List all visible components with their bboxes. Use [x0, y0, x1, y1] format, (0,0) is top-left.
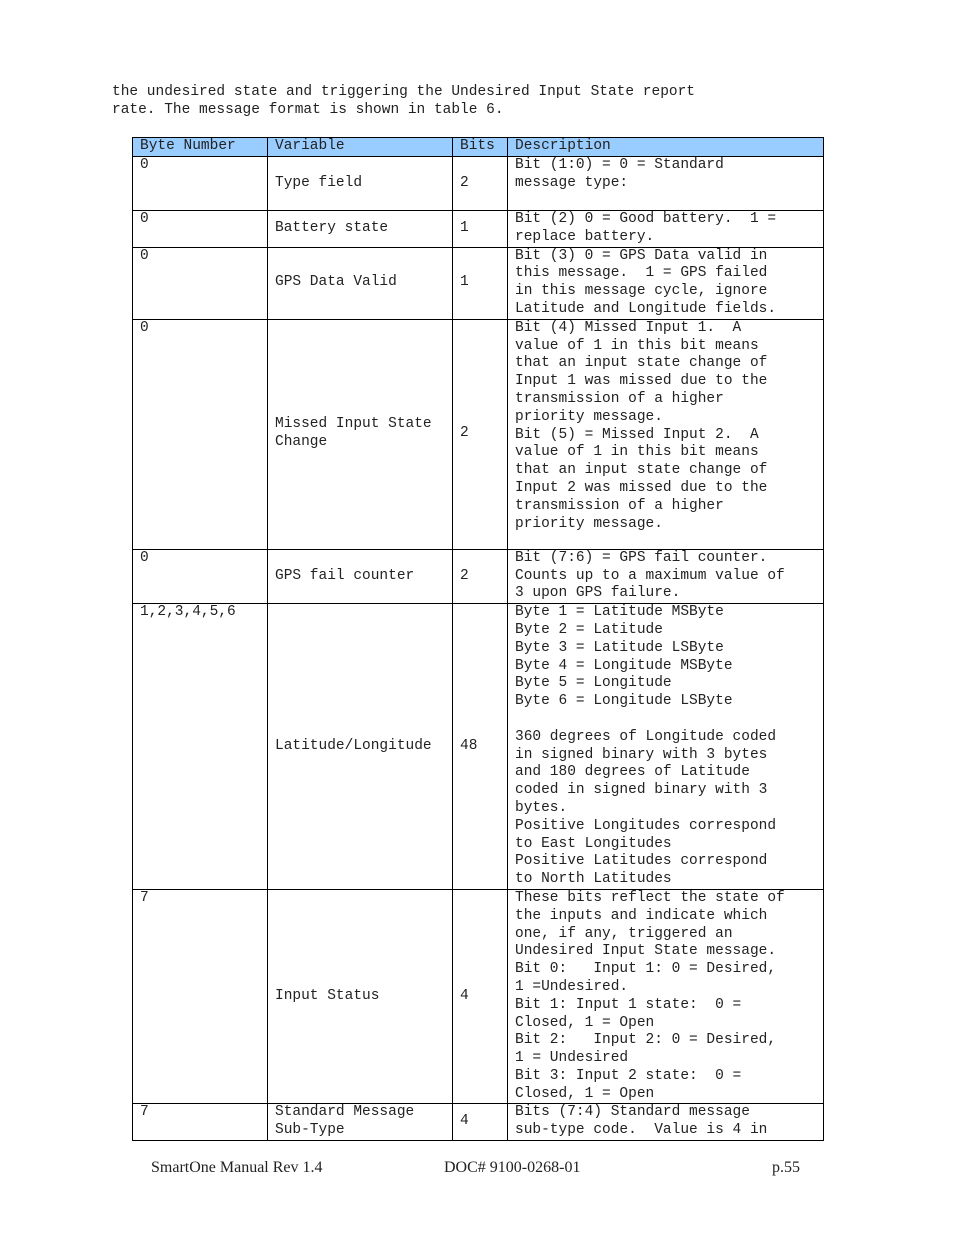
description-cell: Byte 1 = Latitude MSByte Byte 2 = Latitude Byte 3 = Latitude LSByte Byte 4 = Longitude MSByte Byte 5 = Longitude Byte 6 = Longitude LSByte 360 degrees of Longitude coded in signed binary with 3 bytes and 180 degrees of Latitude coded in signed binary with 3 bytes. Positive Longitudes correspond to East Longitudes Positive Latitudes correspond to North Latitudes — [508, 604, 824, 890]
variable-cell: Standard Message Sub-Type — [268, 1104, 453, 1141]
description-cell: Bits (7:4) Standard message sub-type code. Value is 4 in — [508, 1104, 824, 1141]
variable-cell: GPS Data Valid — [268, 247, 453, 319]
table-row — [133, 1104, 824, 1141]
bits-cell: 48 — [453, 604, 508, 890]
description-cell: These bits reflect the state of the inputs and indicate which one, if any, triggered an Undesired Input State message. Bit 0: Input 1: 0 = Desired, 1 =Undesired. Bit 1: Input 1 state: 0 = Closed, 1 = Open Bit 2: Input 2: 0 = Desired, 1 = Undesired Bit 3: Input 2 state: 0 = Closed, 1 = Open — [508, 889, 824, 1104]
byte-number-cell: 0 — [133, 157, 268, 211]
byte-number-cell: 7 — [133, 889, 268, 1104]
message-format-table — [132, 137, 824, 1141]
variable-cell: GPS fail counter — [268, 549, 453, 603]
byte-number-cell: 0 — [133, 319, 268, 549]
table-row — [133, 549, 824, 603]
description-cell: Bit (4) Missed Input 1. A value of 1 in this bit means that an input state change of Input 1 was missed due to the transmission of a higher priority message. Bit (5) = Missed Input 2. A value of 1 in this bit means that an input state change of Input 2 was missed due to the transmission of a higher priority message. — [508, 319, 824, 549]
table-header-row — [133, 138, 824, 157]
description-cell: Bit (2) 0 = Good battery. 1 = replace battery. — [508, 211, 824, 248]
table-row — [133, 247, 824, 319]
description-cell: Bit (3) 0 = GPS Data valid in this message. 1 = GPS failed in this message cycle, ignore Latitude and Longitude fields. — [508, 247, 824, 319]
bits-cell: 2 — [453, 157, 508, 211]
table-row — [133, 157, 824, 211]
byte-number-cell: 0 — [133, 549, 268, 603]
header-bits: Bits — [453, 138, 508, 157]
bits-cell: 1 — [453, 211, 508, 248]
bits-cell: 1 — [453, 247, 508, 319]
description-cell: Bit (1:0) = 0 = Standard message type: — [508, 157, 824, 211]
table-row — [133, 211, 824, 248]
bits-cell: 4 — [453, 1104, 508, 1141]
bits-cell: 4 — [453, 889, 508, 1104]
header-byte-number: Byte Number — [133, 138, 268, 157]
header-description: Description — [508, 138, 824, 157]
footer-page-number: p.55 — [772, 1159, 800, 1176]
table-row — [133, 319, 824, 549]
footer-manual-title: SmartOne Manual Rev 1.4 — [151, 1159, 323, 1176]
variable-cell: Battery state — [268, 211, 453, 248]
byte-number-cell: 0 — [133, 211, 268, 248]
variable-cell: Missed Input State Change — [268, 319, 453, 549]
intro-paragraph: the undesired state and triggering the Undesired Input State report rate. The message format is shown in table 6. — [112, 84, 695, 118]
byte-number-cell: 0 — [133, 247, 268, 319]
header-variable: Variable — [268, 138, 453, 157]
byte-number-cell: 1,2,3,4,5,6 — [133, 604, 268, 890]
description-cell: Bit (7:6) = GPS fail counter. Counts up to a maximum value of 3 upon GPS failure. — [508, 549, 824, 603]
table-row — [133, 889, 824, 1104]
bits-cell: 2 — [453, 549, 508, 603]
bits-cell: 2 — [453, 319, 508, 549]
table-row — [133, 604, 824, 890]
byte-number-cell: 7 — [133, 1104, 268, 1141]
footer-doc-number: DOC# 9100-0268-01 — [444, 1159, 581, 1176]
variable-cell: Latitude/Longitude — [268, 604, 453, 890]
variable-cell: Type field — [268, 157, 453, 211]
variable-cell: Input Status — [268, 889, 453, 1104]
